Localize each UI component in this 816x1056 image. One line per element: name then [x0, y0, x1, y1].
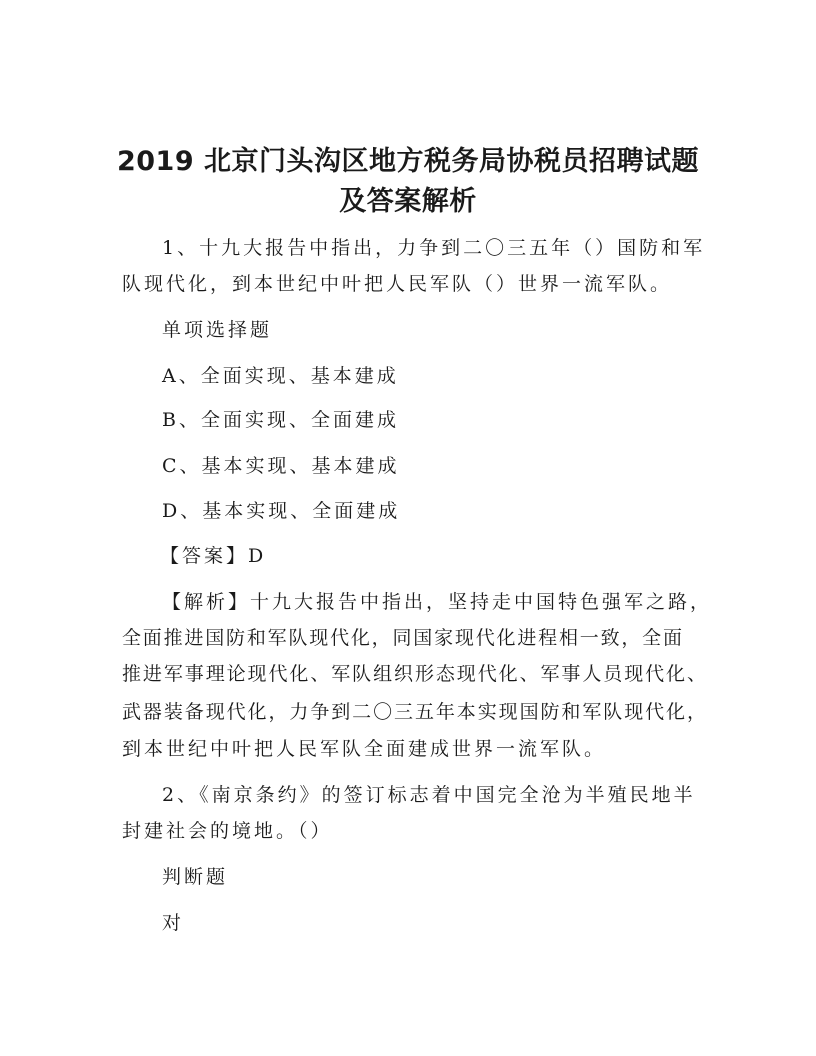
question-1-analysis-line1: 【解析】十九大报告中指出，坚持走中国特色强军之路，: [162, 591, 713, 613]
document-title-line1: 2019 北京门头沟区地方税务局协税员招聘试题: [116, 146, 700, 177]
question-1-stem-line2: 队现代化，到本世纪中叶把人民军队（）世界一流军队。: [122, 273, 673, 295]
question-2-type: 判断题: [162, 866, 229, 888]
question-1-option-c: C、基本实现、基本建成: [162, 455, 400, 477]
question-1-analysis-line4: 武器装备现代化，力争到二〇三五年本实现国防和军队现代化，: [122, 701, 706, 723]
question-2-stem-line2: 封建社会的境地。（）: [122, 820, 333, 842]
document-title-line2: 及答案解析: [339, 186, 477, 217]
question-1-option-b: B、全面实现、全面建成: [162, 409, 399, 431]
question-2-stem-line1: 2、《南京条约》的签订标志着中国完全沧为半殖民地半: [162, 784, 696, 806]
question-1-option-a: A、全面实现、基本建成: [162, 365, 399, 387]
question-1-analysis-line3: 推进军事理论现代化、军队组织形态现代化、军事人员现代化、: [122, 663, 706, 685]
question-2-option-true: 对: [162, 912, 185, 934]
question-1-answer: 【答案】D: [160, 545, 267, 567]
question-1-analysis-line2: 全面推进国防和军队现代化，同国家现代化进程相一致，全面: [122, 627, 682, 649]
question-1-type: 单项选择题: [162, 319, 273, 341]
question-1-analysis-line5: 到本世纪中叶把人民军队全面建成世界一流军队。: [122, 738, 607, 760]
question-1-option-d: D、基本实现、全面建成: [162, 500, 401, 522]
question-1-stem-line1: 1、十九大报告中指出，力争到二〇三五年（）国防和军: [162, 237, 706, 259]
